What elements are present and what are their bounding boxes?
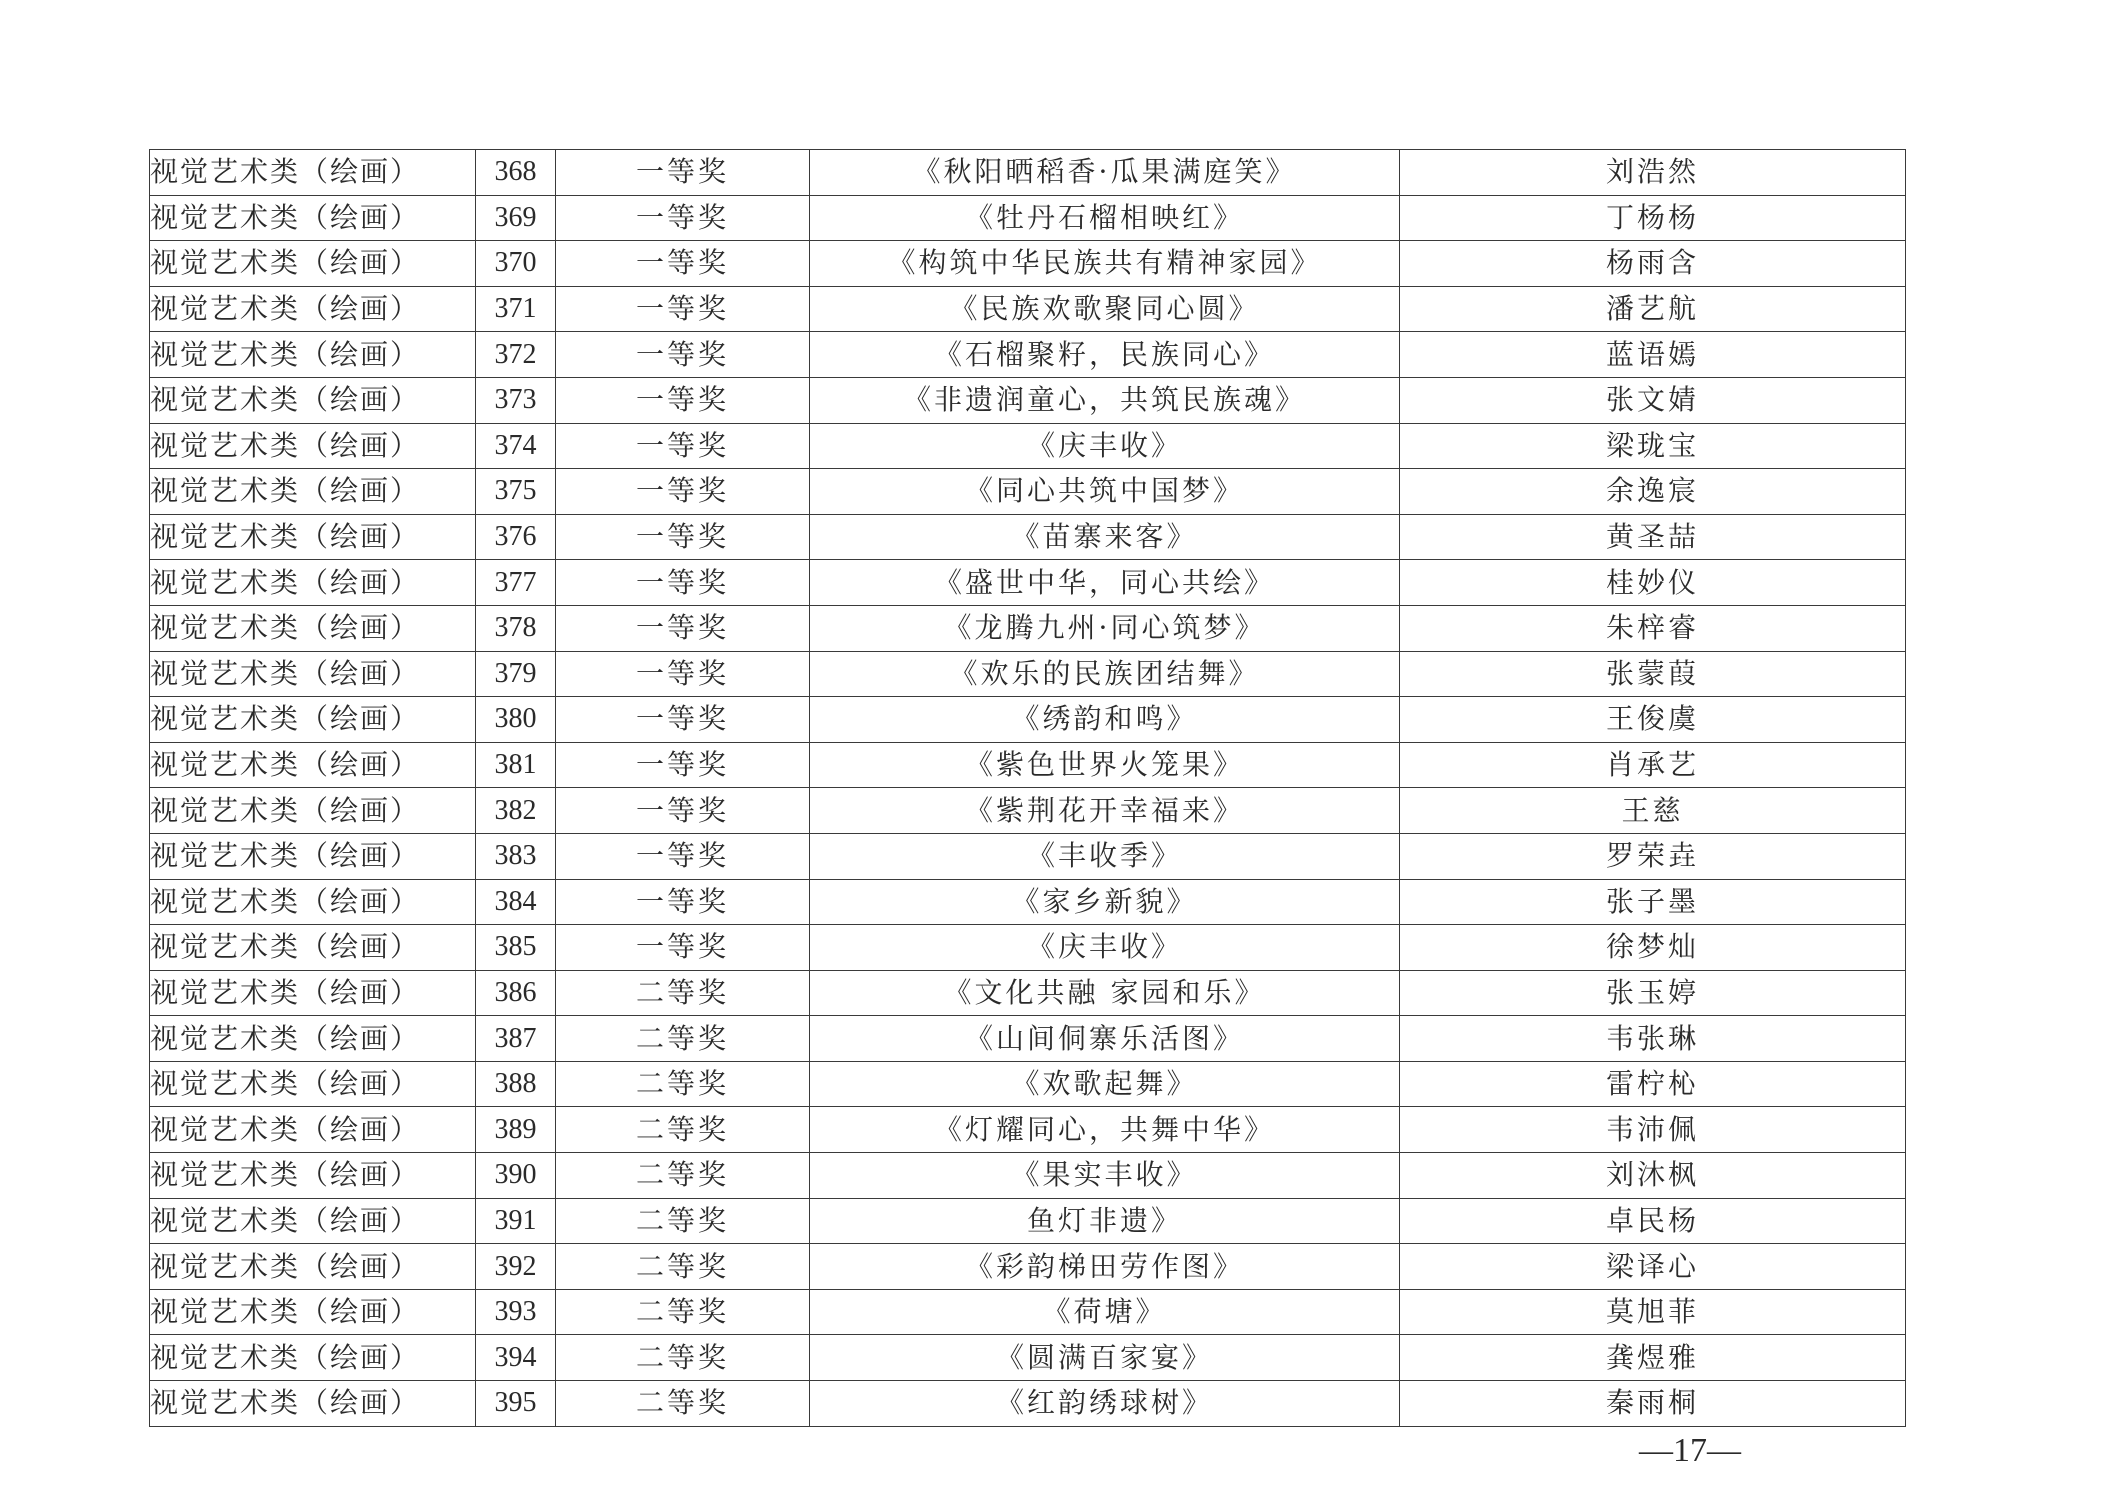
category-cell: 视觉艺术类（绘画） [150, 195, 476, 241]
category-cell: 视觉艺术类（绘画） [150, 241, 476, 287]
category-cell: 视觉艺术类（绘画） [150, 377, 476, 423]
title-cell: 《欢歌起舞》 [810, 1061, 1400, 1107]
title-cell: 《构筑中华民族共有精神家园》 [810, 241, 1400, 287]
name-cell: 雷柠杺 [1400, 1061, 1906, 1107]
title-cell: 《绣韵和鸣》 [810, 697, 1400, 743]
category-cell: 视觉艺术类（绘画） [150, 651, 476, 697]
name-cell: 黄圣喆 [1400, 514, 1906, 560]
category-cell: 视觉艺术类（绘画） [150, 560, 476, 606]
title-cell: 《果实丰收》 [810, 1153, 1400, 1199]
title-cell: 《牡丹石榴相映红》 [810, 195, 1400, 241]
category-cell: 视觉艺术类（绘画） [150, 423, 476, 469]
number-cell: 377 [476, 560, 556, 606]
title-cell: 《龙腾九州·同心筑梦》 [810, 605, 1400, 651]
category-cell: 视觉艺术类（绘画） [150, 286, 476, 332]
table-row [150, 1244, 1906, 1290]
award-cell: 二等奖 [556, 1335, 810, 1381]
award-cell: 一等奖 [556, 241, 810, 287]
table-row [150, 195, 1906, 241]
title-cell: 《非遗润童心，共筑民族魂》 [810, 377, 1400, 423]
award-cell: 一等奖 [556, 925, 810, 971]
number-cell: 387 [476, 1016, 556, 1062]
title-cell: 《山间侗寨乐活图》 [810, 1016, 1400, 1062]
award-cell: 一等奖 [556, 469, 810, 515]
award-cell: 一等奖 [556, 697, 810, 743]
table-row [150, 332, 1906, 378]
table-row [150, 651, 1906, 697]
award-cell: 一等奖 [556, 560, 810, 606]
name-cell: 韦张琳 [1400, 1016, 1906, 1062]
table-row [150, 879, 1906, 925]
name-cell: 刘浩然 [1400, 150, 1906, 196]
name-cell: 张子墨 [1400, 879, 1906, 925]
name-cell: 卓民杨 [1400, 1198, 1906, 1244]
name-cell: 张蒙葭 [1400, 651, 1906, 697]
number-cell: 385 [476, 925, 556, 971]
name-cell: 肖承艺 [1400, 742, 1906, 788]
number-cell: 379 [476, 651, 556, 697]
title-cell: 《丰收季》 [810, 833, 1400, 879]
category-cell: 视觉艺术类（绘画） [150, 150, 476, 196]
number-cell: 381 [476, 742, 556, 788]
number-cell: 374 [476, 423, 556, 469]
category-cell: 视觉艺术类（绘画） [150, 1198, 476, 1244]
title-cell: 鱼灯非遗》 [810, 1198, 1400, 1244]
award-cell: 二等奖 [556, 1016, 810, 1062]
title-cell: 《红韵绣球树》 [810, 1381, 1400, 1427]
category-cell: 视觉艺术类（绘画） [150, 788, 476, 834]
name-cell: 龚煜雅 [1400, 1335, 1906, 1381]
name-cell: 桂妙仪 [1400, 560, 1906, 606]
table-row [150, 1335, 1906, 1381]
title-cell: 《苗寨来客》 [810, 514, 1400, 560]
name-cell: 梁译心 [1400, 1244, 1906, 1290]
name-cell: 丁杨杨 [1400, 195, 1906, 241]
title-cell: 《同心共筑中国梦》 [810, 469, 1400, 515]
table-row [150, 605, 1906, 651]
award-cell: 一等奖 [556, 195, 810, 241]
number-cell: 384 [476, 879, 556, 925]
category-cell: 视觉艺术类（绘画） [150, 697, 476, 743]
number-cell: 372 [476, 332, 556, 378]
award-cell: 一等奖 [556, 332, 810, 378]
table-row [150, 377, 1906, 423]
table-row [150, 1153, 1906, 1199]
title-cell: 《圆满百家宴》 [810, 1335, 1400, 1381]
name-cell: 罗荣垚 [1400, 833, 1906, 879]
number-cell: 391 [476, 1198, 556, 1244]
number-cell: 375 [476, 469, 556, 515]
title-cell: 《灯耀同心，共舞中华》 [810, 1107, 1400, 1153]
name-cell: 余逸宸 [1400, 469, 1906, 515]
table-row [150, 1198, 1906, 1244]
name-cell: 张玉婷 [1400, 970, 1906, 1016]
number-cell: 373 [476, 377, 556, 423]
award-cell: 二等奖 [556, 1244, 810, 1290]
award-cell: 二等奖 [556, 1061, 810, 1107]
name-cell: 蓝语嫣 [1400, 332, 1906, 378]
name-cell: 莫旭菲 [1400, 1289, 1906, 1335]
table-row [150, 560, 1906, 606]
table-row [150, 286, 1906, 332]
title-cell: 《石榴聚籽，民族同心》 [810, 332, 1400, 378]
award-cell: 一等奖 [556, 377, 810, 423]
number-cell: 392 [476, 1244, 556, 1290]
number-cell: 369 [476, 195, 556, 241]
name-cell: 韦沛佩 [1400, 1107, 1906, 1153]
award-cell: 二等奖 [556, 1381, 810, 1427]
award-cell: 二等奖 [556, 970, 810, 1016]
name-cell: 王俊虞 [1400, 697, 1906, 743]
title-cell: 《秋阳晒稻香·瓜果满庭笑》 [810, 150, 1400, 196]
category-cell: 视觉艺术类（绘画） [150, 1107, 476, 1153]
name-cell: 潘艺航 [1400, 286, 1906, 332]
title-cell: 《庆丰收》 [810, 925, 1400, 971]
table-row [150, 1289, 1906, 1335]
table-row [150, 1061, 1906, 1107]
name-cell: 梁珑宝 [1400, 423, 1906, 469]
category-cell: 视觉艺术类（绘画） [150, 970, 476, 1016]
number-cell: 380 [476, 697, 556, 743]
table-row [150, 150, 1906, 196]
table-row [150, 970, 1906, 1016]
awards-table [149, 149, 1906, 1427]
awards-table-body [150, 150, 1906, 1427]
table-row [150, 788, 1906, 834]
award-cell: 二等奖 [556, 1198, 810, 1244]
title-cell: 《民族欢歌聚同心圆》 [810, 286, 1400, 332]
category-cell: 视觉艺术类（绘画） [150, 469, 476, 515]
number-cell: 368 [476, 150, 556, 196]
award-cell: 一等奖 [556, 833, 810, 879]
category-cell: 视觉艺术类（绘画） [150, 332, 476, 378]
category-cell: 视觉艺术类（绘画） [150, 1335, 476, 1381]
number-cell: 395 [476, 1381, 556, 1427]
title-cell: 《欢乐的民族团结舞》 [810, 651, 1400, 697]
category-cell: 视觉艺术类（绘画） [150, 1016, 476, 1062]
award-cell: 二等奖 [556, 1289, 810, 1335]
name-cell: 杨雨含 [1400, 241, 1906, 287]
award-cell: 一等奖 [556, 150, 810, 196]
table-row [150, 1016, 1906, 1062]
name-cell: 刘沐枫 [1400, 1153, 1906, 1199]
number-cell: 394 [476, 1335, 556, 1381]
page-number: —17— [1639, 1432, 1741, 1469]
category-cell: 视觉艺术类（绘画） [150, 1289, 476, 1335]
number-cell: 370 [476, 241, 556, 287]
table-row [150, 697, 1906, 743]
award-cell: 一等奖 [556, 605, 810, 651]
name-cell: 秦雨桐 [1400, 1381, 1906, 1427]
title-cell: 《庆丰收》 [810, 423, 1400, 469]
category-cell: 视觉艺术类（绘画） [150, 1244, 476, 1290]
category-cell: 视觉艺术类（绘画） [150, 833, 476, 879]
table-row [150, 1381, 1906, 1427]
category-cell: 视觉艺术类（绘画） [150, 1153, 476, 1199]
category-cell: 视觉艺术类（绘画） [150, 742, 476, 788]
table-row [150, 469, 1906, 515]
number-cell: 389 [476, 1107, 556, 1153]
name-cell: 徐梦灿 [1400, 925, 1906, 971]
award-cell: 一等奖 [556, 742, 810, 788]
award-cell: 一等奖 [556, 423, 810, 469]
category-cell: 视觉艺术类（绘画） [150, 514, 476, 560]
table-row [150, 833, 1906, 879]
award-cell: 一等奖 [556, 651, 810, 697]
title-cell: 《荷塘》 [810, 1289, 1400, 1335]
award-cell: 一等奖 [556, 286, 810, 332]
title-cell: 《彩韵梯田劳作图》 [810, 1244, 1400, 1290]
number-cell: 390 [476, 1153, 556, 1199]
category-cell: 视觉艺术类（绘画） [150, 1381, 476, 1427]
number-cell: 376 [476, 514, 556, 560]
table-row [150, 742, 1906, 788]
award-cell: 二等奖 [556, 1153, 810, 1199]
award-cell: 一等奖 [556, 514, 810, 560]
number-cell: 393 [476, 1289, 556, 1335]
number-cell: 386 [476, 970, 556, 1016]
category-cell: 视觉艺术类（绘画） [150, 925, 476, 971]
number-cell: 371 [476, 286, 556, 332]
number-cell: 383 [476, 833, 556, 879]
name-cell: 王慈 [1400, 788, 1906, 834]
title-cell: 《家乡新貌》 [810, 879, 1400, 925]
table-row [150, 1107, 1906, 1153]
category-cell: 视觉艺术类（绘画） [150, 879, 476, 925]
title-cell: 《盛世中华，同心共绘》 [810, 560, 1400, 606]
name-cell: 朱梓睿 [1400, 605, 1906, 651]
award-cell: 二等奖 [556, 1107, 810, 1153]
table-row [150, 423, 1906, 469]
title-cell: 《紫荆花开幸福来》 [810, 788, 1400, 834]
category-cell: 视觉艺术类（绘画） [150, 1061, 476, 1107]
title-cell: 《文化共融 家园和乐》 [810, 970, 1400, 1016]
number-cell: 378 [476, 605, 556, 651]
number-cell: 388 [476, 1061, 556, 1107]
award-cell: 一等奖 [556, 788, 810, 834]
table-row [150, 514, 1906, 560]
table-row [150, 241, 1906, 287]
name-cell: 张文婧 [1400, 377, 1906, 423]
title-cell: 《紫色世界火笼果》 [810, 742, 1400, 788]
award-cell: 一等奖 [556, 879, 810, 925]
category-cell: 视觉艺术类（绘画） [150, 605, 476, 651]
table-row [150, 925, 1906, 971]
number-cell: 382 [476, 788, 556, 834]
